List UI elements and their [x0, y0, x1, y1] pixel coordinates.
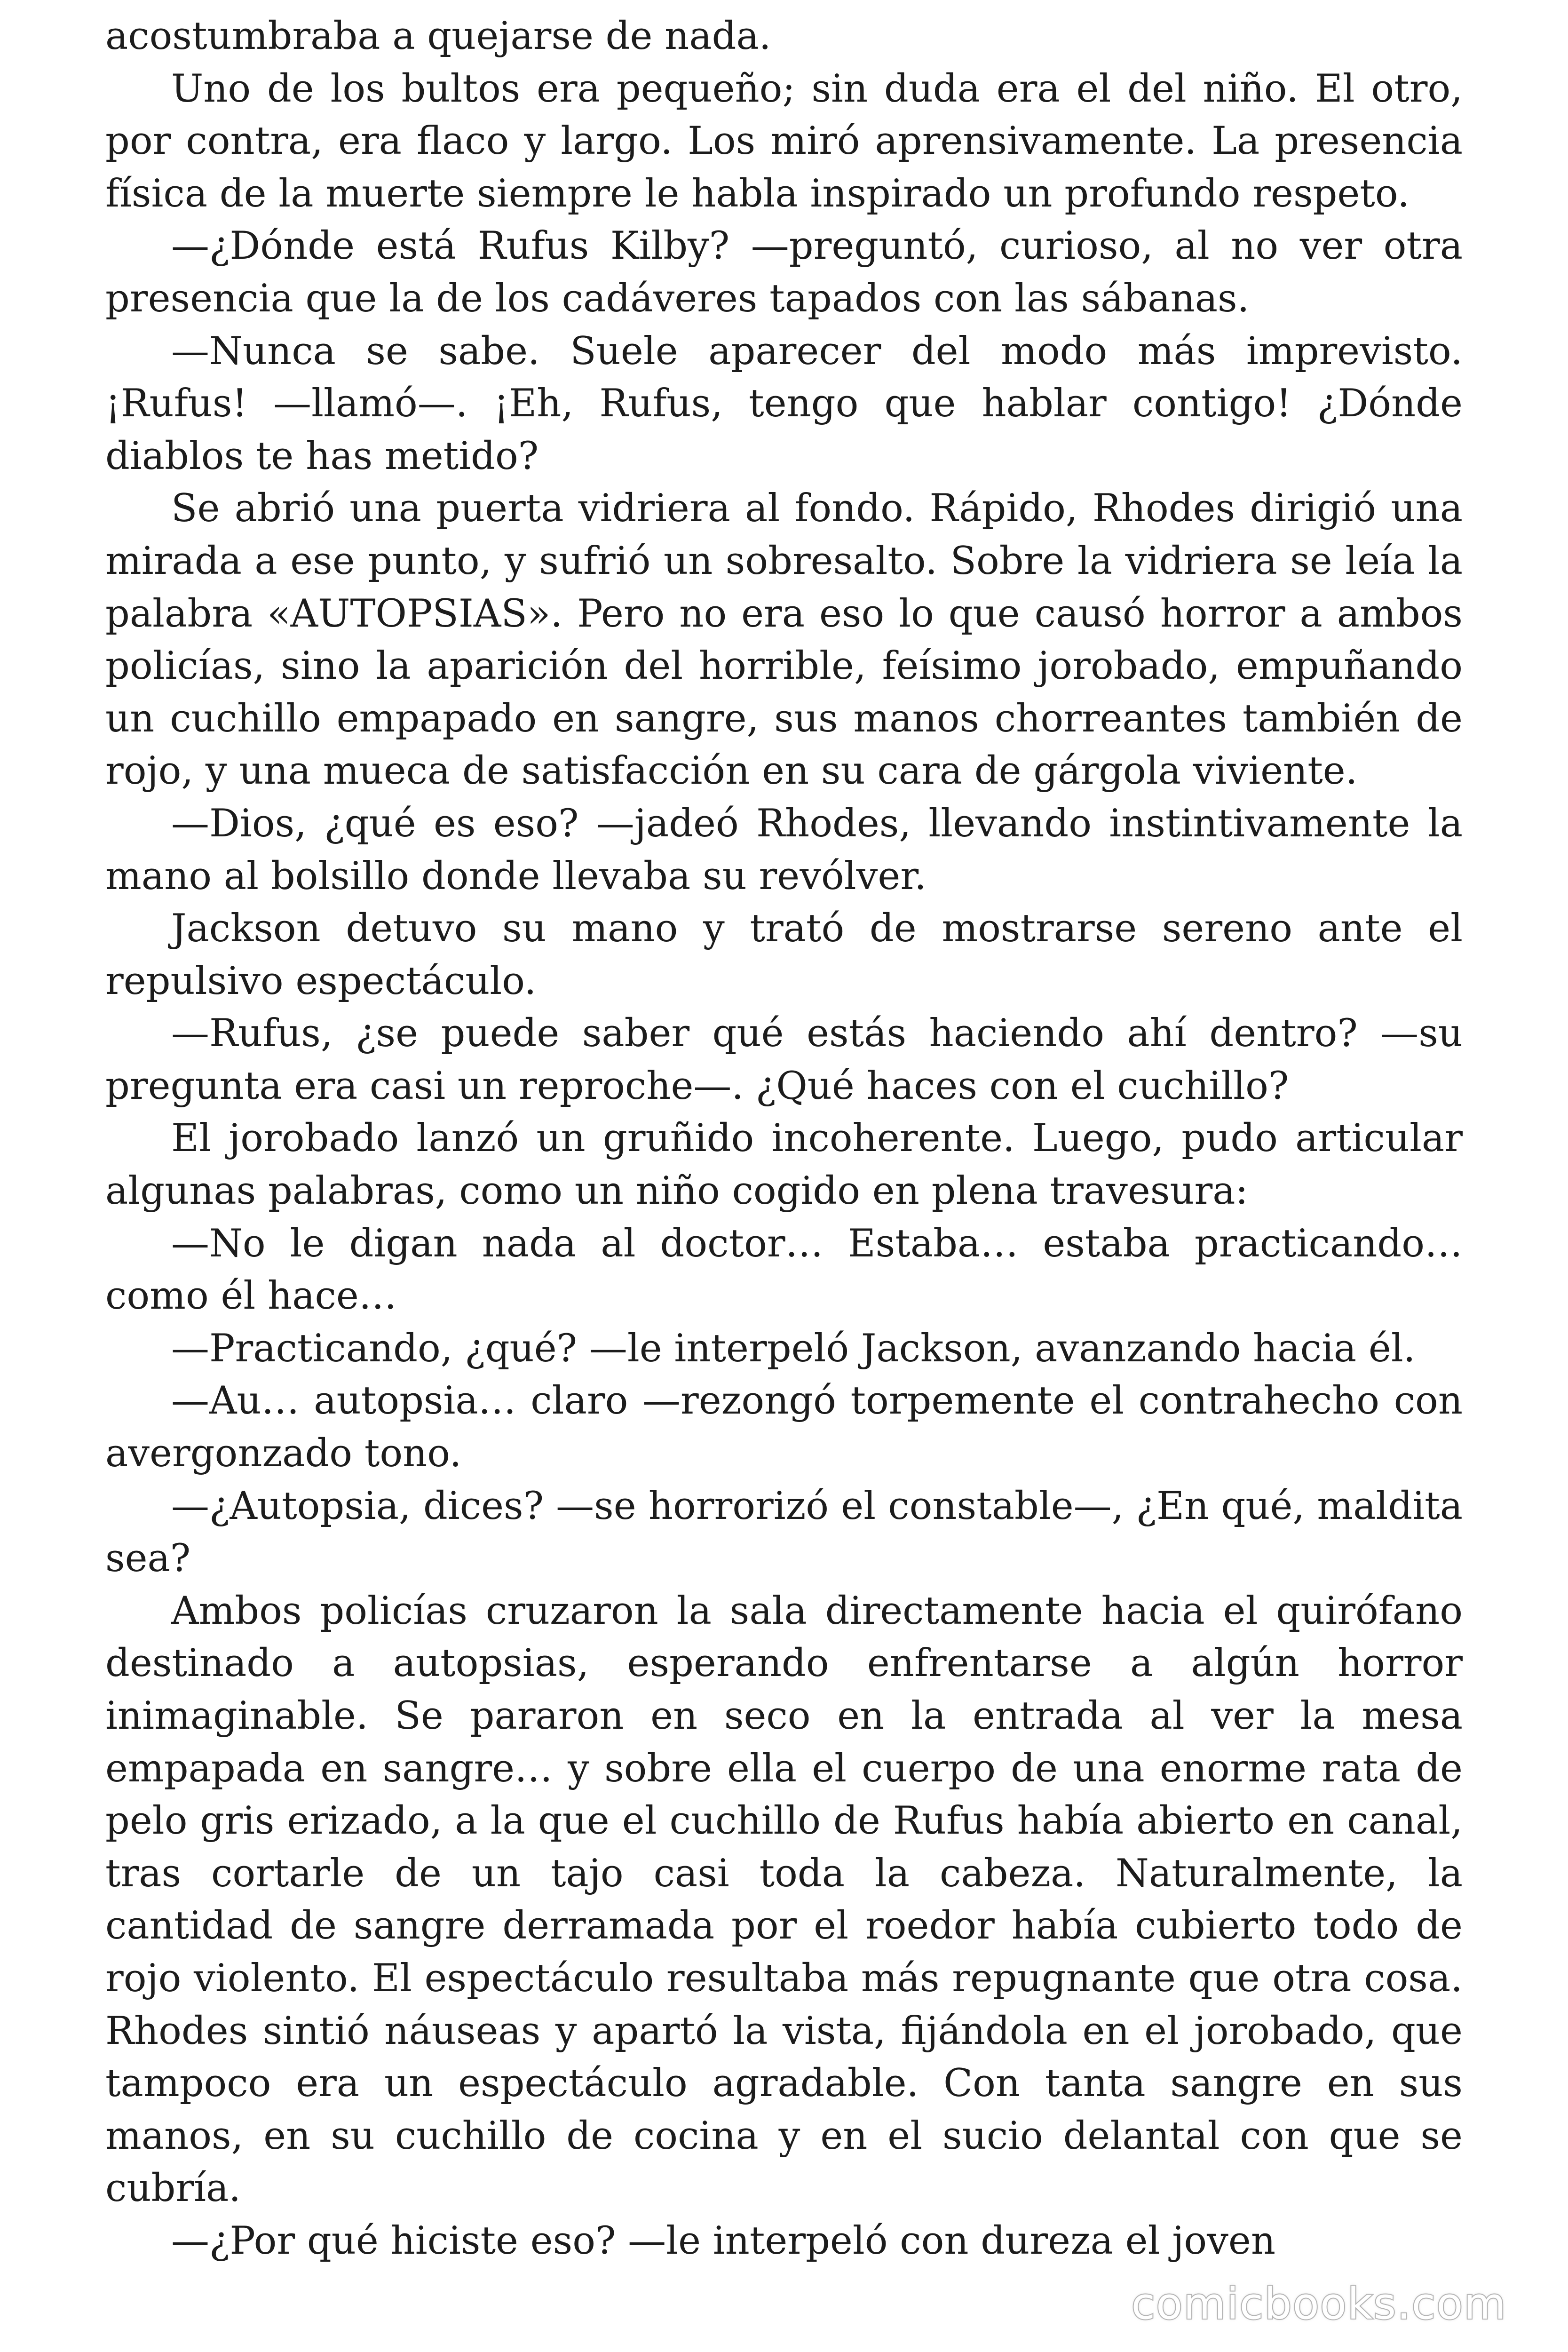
paragraph: Uno de los bultos era pequeño; sin duda era el del niño. El otro, por contra, era flaco y largo. Los miró aprensivamente. La presencia física de la muerte siempre le habla inspirado un profundo respeto.	[105, 66, 1463, 216]
paragraph: —Dios, ¿qué es eso? —jadeó Rhodes, llevando instintivamente la mano al bolsillo donde llevaba su revólver.	[105, 801, 1463, 898]
paragraph: Ambos policías cruzaron la sala directamente hacia el quirófano destinado a autopsias, esperando enfrentarse a algún horror inimaginable. Se pararon en seco en la entrada al ver la mesa empapada en sangre… y sobre ella el cuerpo de una enorme rata de pelo gris erizado, a la que el cuchillo de Rufus había abierto en canal, tras cortarle de un tajo casi toda la cabeza. Naturalmente, la cantidad de sangre derramada por el roedor había cubierto todo de rojo violento. El espectáculo resultaba más repugnante que otra cosa. Rhodes sintió náuseas y apartó la vista, fijándola en el jorobado, que tampoco era un espectáculo agradable. Con tanta sangre en sus manos, en su cuchillo de cocina y en el sucio delantal con que se cubría.	[105, 1589, 1463, 2211]
paragraph: —Practicando, ¿qué? —le interpeló Jackson, avanzando hacia él.	[171, 1326, 1416, 1371]
paragraph: —Nunca se sabe. Suele aparecer del modo más imprevisto. ¡Rufus! —llamó—. ¡Eh, Rufus, tengo que hablar contigo! ¿Dónde diablos te has metido?	[105, 329, 1463, 478]
watermark: comicbooks.com	[1131, 2279, 1507, 2329]
book-page-text	[105, 10, 1463, 2268]
paragraph: —No le digan nada al doctor… Estaba… estaba practicando… como él hace…	[105, 1221, 1463, 1319]
paragraph: Se abrió una puerta vidriera al fondo. Rápido, Rhodes dirigió una mirada a ese punto, y sufrió un sobresalto. Sobre la vidriera se leía la palabra «AUTOPSIAS». Pero no era eso lo que causó horror a ambos policías, sino la aparición del horrible, feísimo jorobado, empuñando un cuchillo empapado en sangre, sus manos chorreantes también de rojo, y una mueca de satisfacción en su cara de gárgola viviente.	[105, 486, 1463, 794]
paragraph: acostumbraba a quejarse de nada.	[105, 14, 771, 58]
paragraph: —¿Por qué hiciste eso? —le interpeló con dureza el joven	[171, 2218, 1276, 2263]
paragraph: —Au… autopsia… claro —rezongó torpemente el contrahecho con avergonzado tono.	[105, 1379, 1463, 1476]
paragraph: Jackson detuvo su mano y trató de mostrarse sereno ante el repulsivo espectáculo.	[105, 906, 1463, 1003]
paragraph: —¿Dónde está Rufus Kilby? —preguntó, curioso, al no ver otra presencia que la de los cadáveres tapados con las sábanas.	[105, 224, 1463, 321]
paragraph: El jorobado lanzó un gruñido incoherente. Luego, pudo articular algunas palabras, como un niño cogido en plena travesura:	[105, 1116, 1463, 1214]
paragraph: —¿Autopsia, dices? —se horrorizó el constable—, ¿En qué, maldita sea?	[105, 1484, 1463, 1581]
paragraph: —Rufus, ¿se puede saber qué estás haciendo ahí dentro? —su pregunta era casi un reproche—. ¿Qué haces con el cuchillo?	[105, 1011, 1463, 1108]
